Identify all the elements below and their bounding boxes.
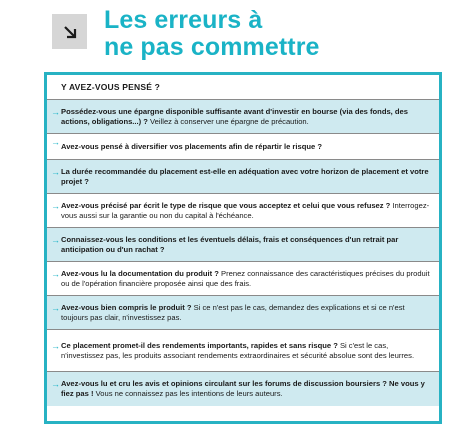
checklist-item <box>47 134 439 160</box>
checklist-item-question: Ce placement promet-il des rendements importants, rapides et sans risque ? <box>61 340 338 350</box>
checklist-item <box>47 228 439 262</box>
checklist-item-question: Avez-vous lu et cru les avis et opinions circulant sur les forums de discussion boursiers ? Ne vous y fiez pas ! <box>61 379 425 398</box>
arrow-right-icon: → <box>51 302 60 313</box>
checklist-item <box>47 296 439 330</box>
arrow-right-icon: → <box>51 136 60 147</box>
checklist-item-advice: Veillez à conserver une épargne de précaution. <box>147 116 309 126</box>
arrow-right-icon: → <box>51 340 60 351</box>
checklist-item-advice: Si ce n'est pas le cas, demandez des explications et si ce n'est toujours pas clair, n'investissez pas. <box>61 302 405 322</box>
arrow-down-right-icon <box>52 14 87 49</box>
checklist-item-text <box>61 142 322 152</box>
checklist-item-question: Avez-vous lu la documentation du produit ? <box>61 268 219 278</box>
arrow-right-icon: → <box>51 200 60 211</box>
checklist-item-text <box>61 107 431 127</box>
arrow-right-icon: → <box>51 106 60 117</box>
checklist-item-question: Avez-vous précisé par écrit le type de risque que vous acceptez et celui que vous refusez ? <box>61 200 391 210</box>
checklist-item-advice: Si c'est le cas, n'investissez pas, les produits associant rendements extraordinaires et sécurité absolue sont des leurres. <box>61 340 415 360</box>
checklist-item-text <box>61 235 431 255</box>
checklist-item-question: Avez-vous pensé à diversifier vos placements afin de répartir le risque ? <box>61 141 322 151</box>
checklist-item-text <box>61 379 431 399</box>
checklist-item <box>47 100 439 134</box>
checklist-heading: Y AVEZ-VOUS PENSÉ ? <box>47 75 439 100</box>
checklist-item-text <box>61 303 431 323</box>
checklist-card <box>44 72 442 424</box>
checklist-item-question: Possédez-vous une épargne disponible suffisante avant d'investir en bourse (via des fonds, des actions, obligations...) ? <box>61 106 408 126</box>
checklist-item-advice: Vous ne connaissez pas les intentions de leurs auteurs. <box>93 389 283 398</box>
checklist-item-question: Connaissez-vous les conditions et les éventuels délais, frais et conséquences d'un retrait par anticipation ou d'un rachat ? <box>61 234 399 254</box>
checklist-item-advice: Prenez connaissance des caractéristiques précises du produit ou de l'opération financière proposée ainsi que des frais. <box>61 268 430 288</box>
title-line-1: Les erreurs à <box>104 6 263 34</box>
arrow-right-icon: → <box>51 379 60 389</box>
checklist-item-text <box>61 201 431 221</box>
checklist <box>47 100 439 406</box>
checklist-item-text <box>61 341 431 361</box>
checklist-item-advice: Interrogez-vous aussi sur la garantie ou non du capital à l'échéance. <box>61 200 430 220</box>
checklist-item <box>47 194 439 228</box>
checklist-item-text <box>61 167 431 187</box>
checklist-item-question: Avez-vous bien compris le produit ? <box>61 302 192 312</box>
checklist-item <box>47 372 439 406</box>
title-line-2: ne pas commettre <box>104 33 320 61</box>
checklist-item <box>47 262 439 296</box>
checklist-item <box>47 160 439 194</box>
arrow-right-icon: → <box>51 268 60 279</box>
checklist-item <box>47 330 439 372</box>
arrow-right-icon: → <box>51 166 60 177</box>
arrow-right-icon: → <box>51 234 60 245</box>
checklist-item-question: La durée recommandée du placement est-elle en adéquation avec votre horizon de placement et votre projet ? <box>61 166 429 186</box>
checklist-item-text <box>61 269 431 289</box>
page-title <box>104 7 320 61</box>
page-header <box>0 0 470 72</box>
